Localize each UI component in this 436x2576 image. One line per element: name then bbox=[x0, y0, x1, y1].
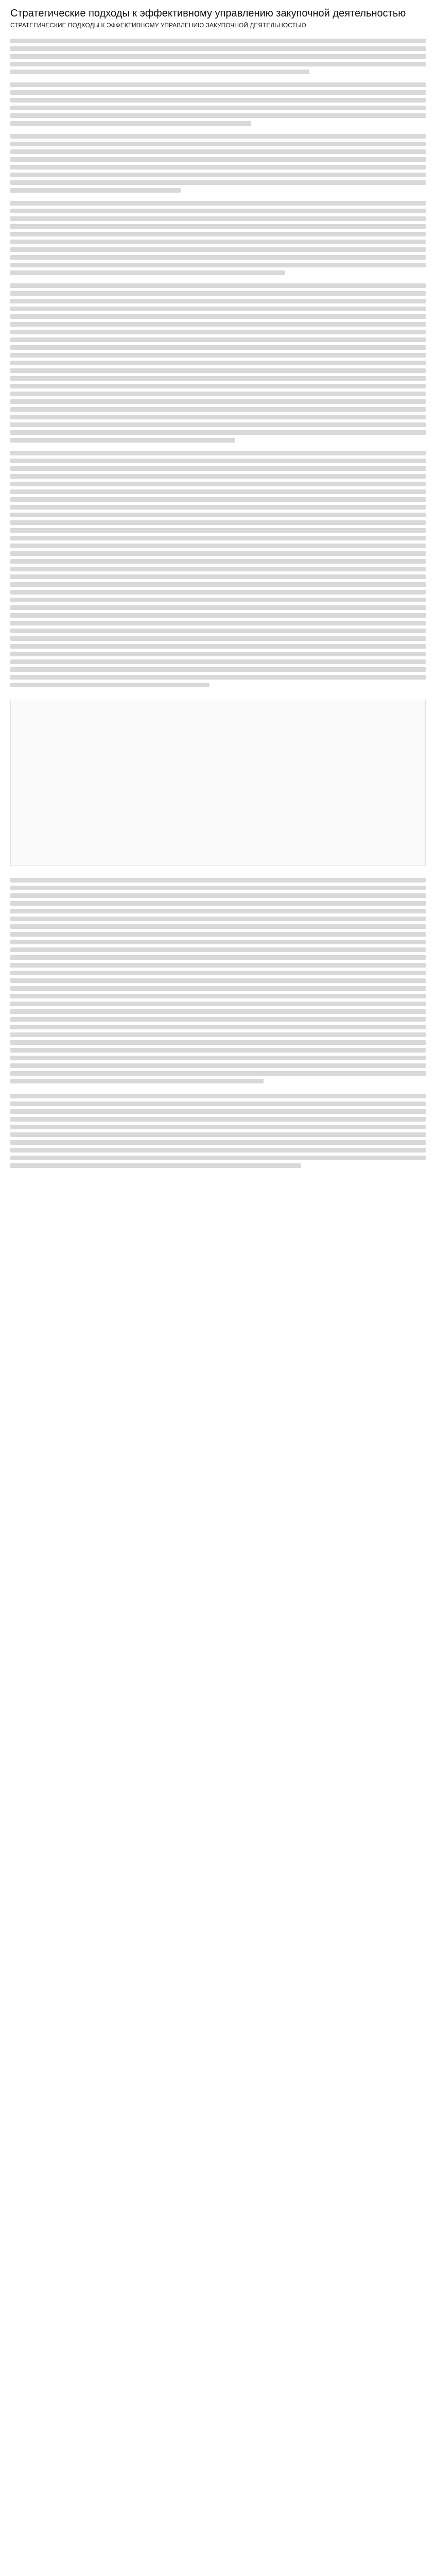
paragraph-block-3 bbox=[10, 134, 426, 193]
paragraph-block-5 bbox=[10, 283, 426, 443]
paragraph-block-2 bbox=[10, 82, 426, 126]
bibliography bbox=[10, 1094, 426, 1168]
figure-model bbox=[10, 700, 426, 866]
paragraph-block-6 bbox=[10, 451, 426, 687]
paragraph-block-7 bbox=[10, 878, 426, 1083]
paragraph-block-4 bbox=[10, 201, 426, 275]
document-subtitle: СТРАТЕГИЧЕСКИЕ ПОДХОДЫ К ЭФФЕКТИВНОМУ УПРАВЛЕНИЮ ЗАКУПОЧНОЙ ДЕЯТЕЛЬНОСТЬЮ bbox=[10, 22, 306, 29]
document-body bbox=[10, 39, 426, 1168]
document-title: Стратегические подходы к эффективному управлению закупочной деятельностью bbox=[10, 8, 406, 19]
document-page bbox=[0, 0, 436, 1181]
paragraph-block-1 bbox=[10, 39, 426, 74]
